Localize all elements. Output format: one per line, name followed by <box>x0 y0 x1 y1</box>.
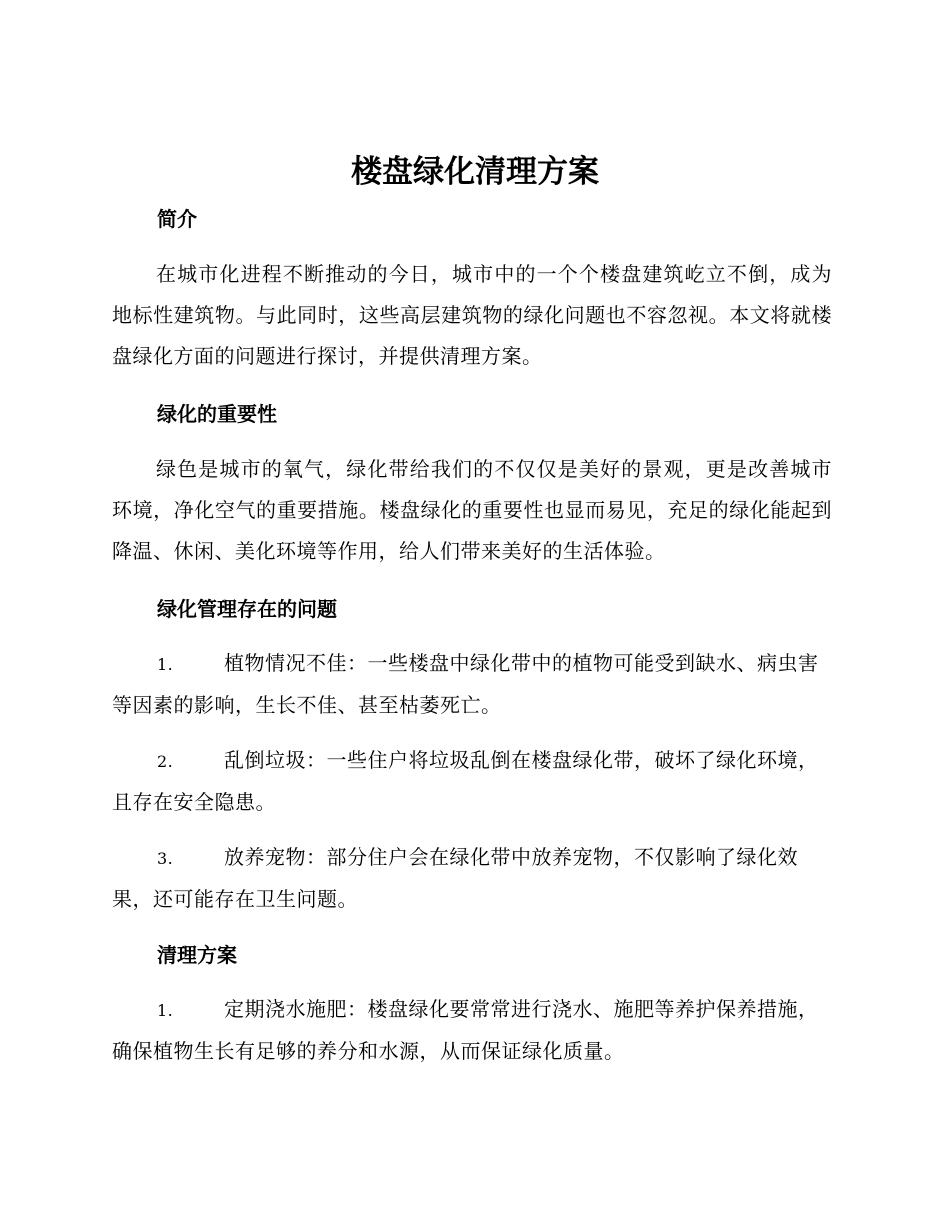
section-heading-problems: 绿化管理存在的问题 <box>157 597 337 621</box>
problem-list-item <box>112 740 832 823</box>
section-heading-importance: 绿化的重要性 <box>157 402 277 426</box>
list-item-text: 植物情况不佳：一些楼盘中绿化带中的植物可能受到缺水、病虫害等因素的影响，生长不佳、甚至枯萎死亡。 <box>112 651 819 717</box>
document-title: 楼盘绿化清理方案 <box>351 154 599 190</box>
importance-paragraph: 绿色是城市的氧气，绿化带给我们的不仅仅是美好的景观，更是改善城市环境，净化空气的重要措施。楼盘绿化的重要性也显而易见，充足的绿化能起到降温、休闲、美化环境等作用，给人们带来美好的生活体验。 <box>112 457 832 563</box>
list-item-text: 乱倒垃圾：一些住户将垃圾乱倒在楼盘绿化带，破坏了绿化环境，且存在安全隐患。 <box>112 748 819 814</box>
section-heading-solutions: 清理方案 <box>157 943 237 967</box>
list-item-number: 2. <box>157 752 174 771</box>
section-heading-intro: 简介 <box>157 207 197 231</box>
intro-paragraph: 在城市化进程不断推动的今日，城市中的一个个楼盘建筑屹立不倒，成为地标性建筑物。与此同时，这些高层建筑物的绿化问题也不容忽视。本文将就楼盘绿化方面的问题进行探讨，并提供清理方案。 <box>112 262 832 368</box>
problem-list-item <box>112 643 832 726</box>
list-item-number: 1. <box>157 1001 174 1020</box>
list-item-text: 放养宠物：部分住户会在绿化带中放养宠物，不仅影响了绿化效果，还可能存在卫生问题。 <box>112 845 798 911</box>
list-item-number: 3. <box>157 849 174 868</box>
list-item-number: 1. <box>157 655 174 674</box>
problem-list-item <box>112 837 832 920</box>
solution-list-item <box>112 989 832 1072</box>
list-item-text: 定期浇水施肥：楼盘绿化要常常进行浇水、施肥等养护保养措施，确保植物生长有足够的养分和水源，从而保证绿化质量。 <box>112 997 819 1063</box>
